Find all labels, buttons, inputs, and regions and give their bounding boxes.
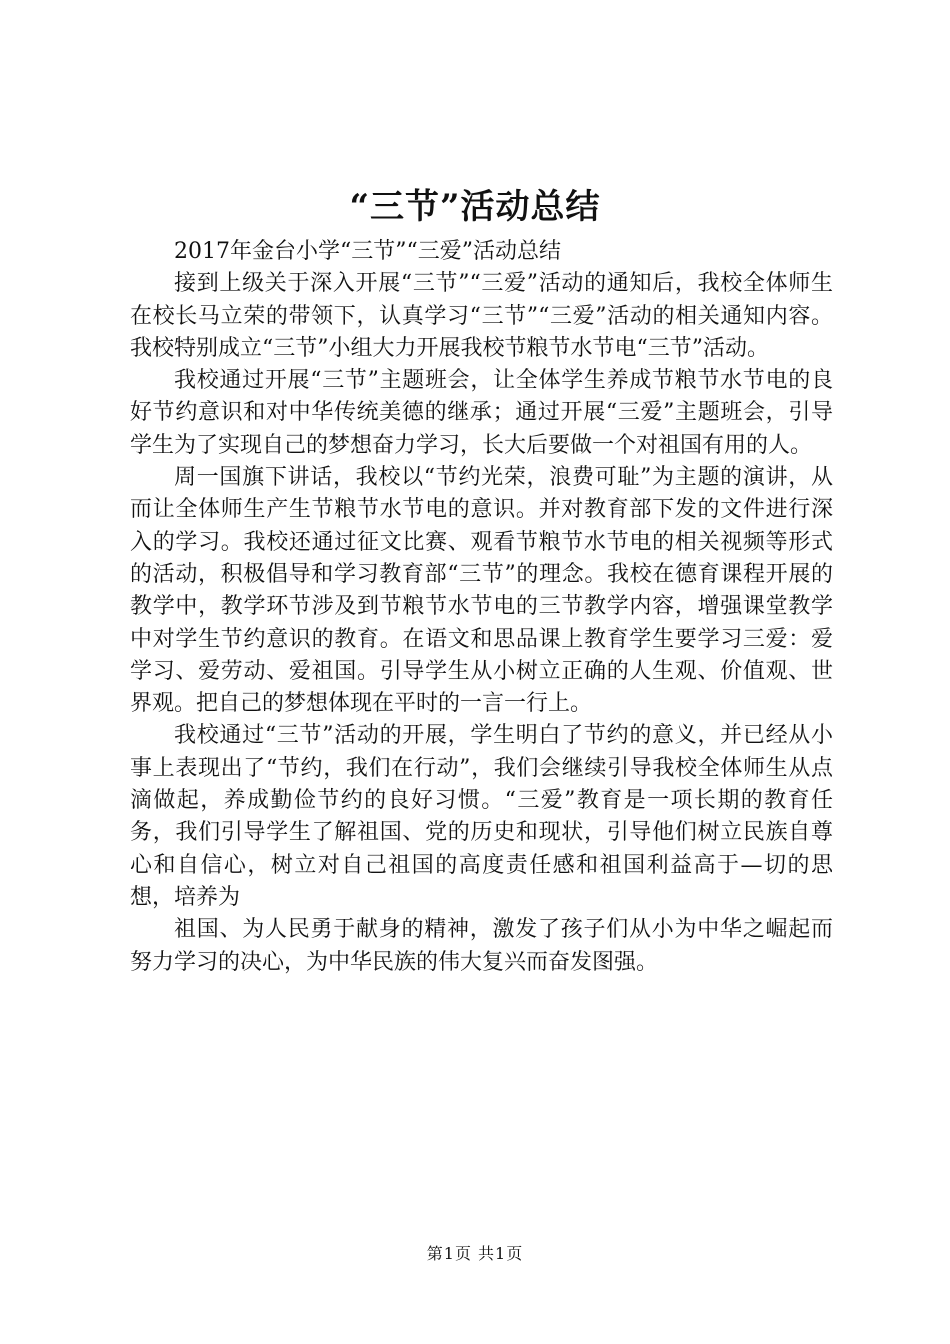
document-subtitle: 2017年金台小学“三节”“三爱”活动总结 [174, 239, 561, 264]
paragraph-5: 祖国、为人民勇于献身的精神，激发了孩子们从小为中华之崛起而努力学习的决心，为中华民族的伟大复兴而奋发图强。 [130, 917, 833, 975]
paragraph-2: 我校通过开展“三节”主题班会，让全体学生养成节粮节水节电的良好节约意识和对中华传统美德的继承；通过开展“三爱”主题班会，引导学生为了实现自己的梦想奋力学习，长大后要做一个对祖国有用的人。 [130, 368, 833, 458]
paragraph-4: 我校通过“三节”活动的开展，学生明白了节约的意义，并已经从小事上表现出了“节约，我们在行动”，我们会继续引导我校全体师生从点滴做起，养成勤俭节约的良好习惯。“三爱”教育是一项长期的教育任务，我们引导学生了解祖国、党的历史和现状，引导他们树立民族自尊心和自信心，树立对自己祖国的高度责任感和祖国利益高于—切的思想，培养为 [130, 723, 833, 910]
document-body [130, 236, 833, 979]
document-title: “三节”活动总结 [349, 187, 601, 227]
paragraph-1: 接到上级关于深入开展“三节”“三爱”活动的通知后，我校全体师生在校长马立荣的带领下，认真学习“三节”“三爱”活动的相关通知内容。我校特别成立“三节”小组大力开展我校节粮节水节电“三节”活动。 [130, 271, 833, 361]
paragraph-3: 周一国旗下讲话，我校以“节约光荣，浪费可耻”为主题的演讲，从而让全体师生产生节粮节水节电的意识。并对教育部下发的文件进行深入的学习。我校还通过征文比赛、观看节粮节水节电的相关视频等形式的活动，积极倡导和学习教育部“三节”的理念。我校在德育课程开展的教学中，教学环节涉及到节粮节水节电的三节教学内容，增强课堂教学中对学生节约意识的教育。在语文和思品课上教育学生要学习三爱：爱学习、爱劳动、爱祖国。引导学生从小树立正确的人生观、价值观、世界观。把自己的梦想体现在平时的一言一行上。 [130, 465, 833, 717]
page-number-footer: 第1页 共1页 [426, 1244, 524, 1263]
